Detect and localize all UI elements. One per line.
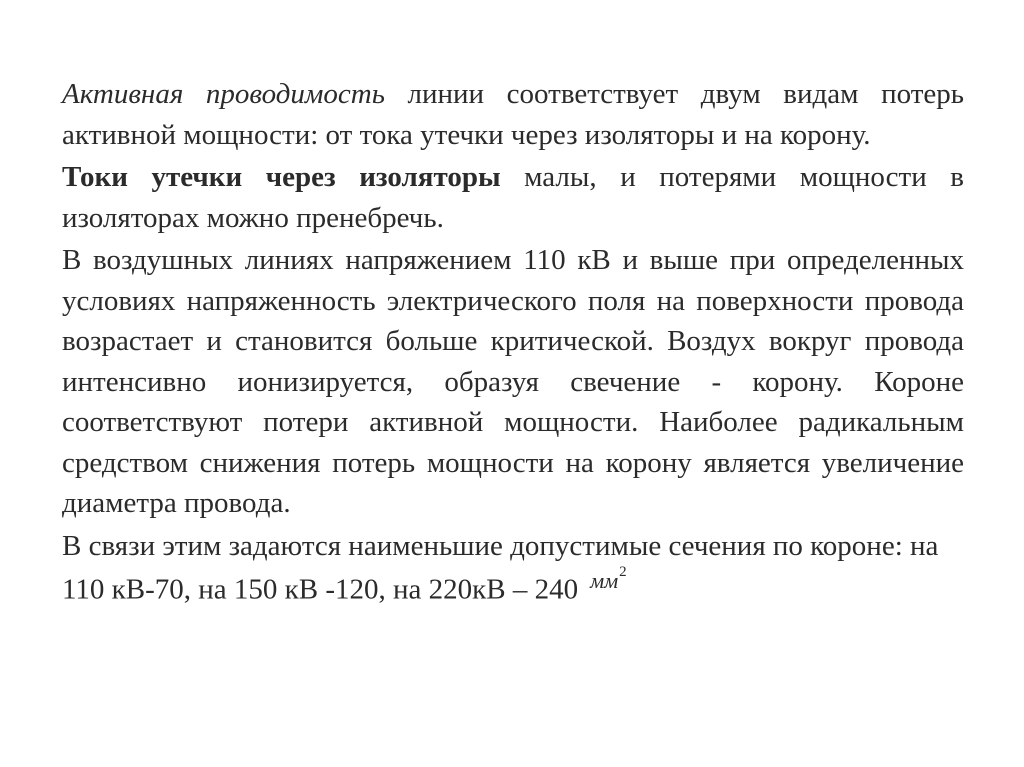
paragraph-text: линии соответствует двум видам потерь активной мощности: от тока утечки через изоляторы и на корону.: [62, 78, 964, 151]
paragraph-text: В связи этим задаются наименьшие допустимые сечения по короне: на 110 кВ-70, на 150 кВ -120, на 220кВ – 240: [62, 529, 939, 606]
paragraph-minimum-sections: [62, 526, 964, 612]
paragraph-text: малы, и потерями мощности в изоляторах можно пренебречь.: [62, 161, 964, 234]
term-active-conductance: Активная проводимость: [62, 78, 385, 110]
unit-label: мм: [590, 568, 619, 594]
term-leakage-currents: Токи утечки через изоляторы: [62, 161, 501, 193]
paragraph-text: В воздушных линиях напряжением 110 кВ и выше при определенных условиях напряженность электрического поля на поверхности провода возрастает и становится больше критической. Воздух вокруг провода интенсивно ионизируется, образуя свечение - корону. Короне соответствуют потери активной мощности. Наиболее радикальным средством снижения потерь мощности на корону является увеличение диаметра провода.: [62, 244, 964, 519]
slide-body: [62, 74, 964, 612]
paragraph-active-conductance: [62, 74, 964, 155]
unit-exponent: 2: [619, 564, 627, 580]
paragraph-leakage-currents: [62, 157, 964, 238]
unit-square-mm: [590, 564, 627, 594]
paragraph-corona: [62, 240, 964, 524]
